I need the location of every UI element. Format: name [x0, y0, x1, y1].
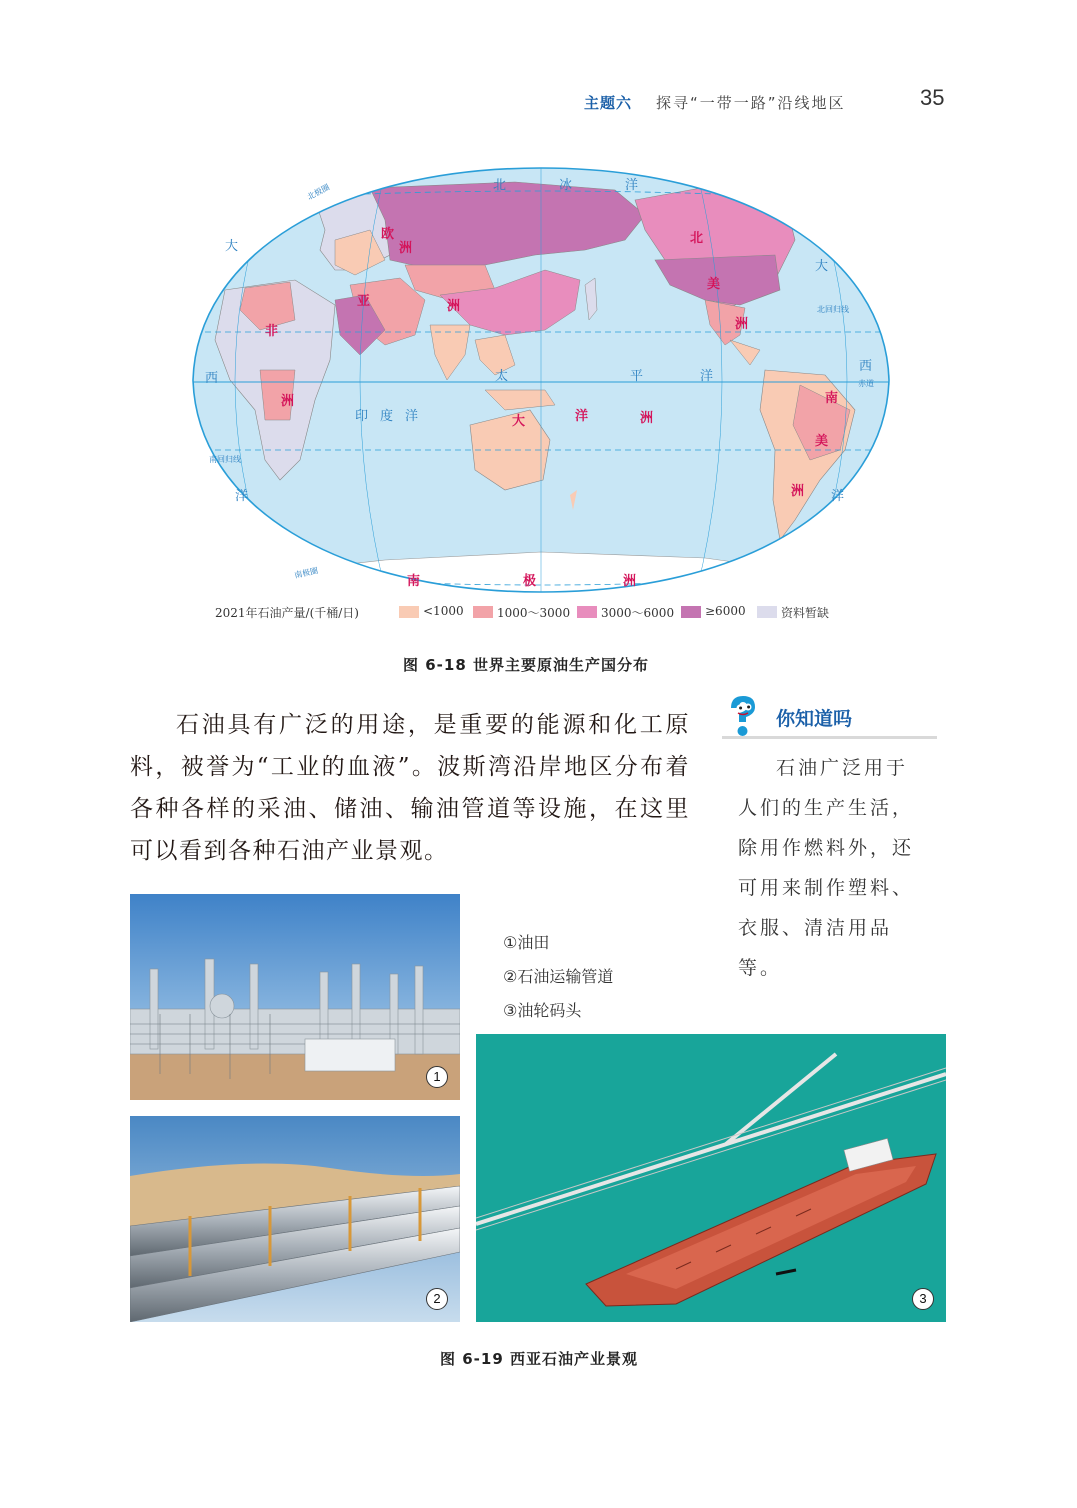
label-africa-2: 洲	[281, 394, 295, 409]
world-map-svg	[185, 160, 897, 600]
label-tropic-cancer: 北回归线	[817, 305, 849, 314]
label-antarctica-3: 洲	[623, 574, 637, 589]
legend-label-4: ≥6000	[705, 604, 746, 618]
label-arctic-1: 北	[493, 178, 507, 193]
label-africa-1: 非	[265, 324, 279, 339]
header-title: 探寻“一带一路”沿线地区	[656, 94, 846, 112]
label-atlantic-l1: 大	[225, 239, 239, 254]
label-asia-1: 亚	[357, 294, 371, 309]
header-theme: 主题六	[584, 94, 633, 112]
photo-list-item-2: ②石油运输管道	[503, 967, 614, 986]
legend-label-2: 1000～3000	[497, 606, 571, 620]
label-atlantic-l2: 西	[205, 371, 219, 386]
label-pacific-2: 平	[630, 369, 644, 384]
label-sa-3: 洲	[791, 484, 805, 499]
did-you-know-header	[722, 690, 937, 742]
question-mascot-icon	[722, 694, 764, 738]
map-legend	[215, 604, 875, 626]
legend-swatch-2	[473, 606, 493, 618]
label-sa-1: 南	[825, 391, 839, 406]
photo-tanker-terminal	[476, 1034, 946, 1322]
photo-badge-3: 3	[912, 1288, 934, 1310]
legend-swatch-1	[399, 606, 419, 618]
did-you-know-title: 你知道吗	[776, 708, 853, 730]
label-pacific-3: 洋	[700, 369, 714, 384]
label-tropic-capricorn: 南回归线	[209, 455, 241, 464]
photo-pipelines	[130, 1116, 460, 1322]
label-atlantic-r2: 西	[859, 359, 873, 374]
page-number: 35	[920, 85, 945, 110]
photo-badge-2: 2	[426, 1288, 448, 1310]
label-atlantic-r3: 洋	[831, 489, 845, 504]
photo-list-item-3: ③油轮码头	[503, 1001, 582, 1020]
paragraph-text: 石油具有广泛的用途，是重要的能源和化工原料，被誉为“工业的血液”。波斯湾沿岸地区分布着各种各样的采油、储油、输油管道等设施，在这里可以看到各种石油产业景观。	[130, 712, 690, 864]
label-europe-1: 欧	[381, 227, 395, 242]
label-na-2: 美	[707, 277, 721, 292]
legend-swatch-5	[757, 606, 777, 618]
did-you-know-divider	[722, 736, 937, 739]
photo-oil-field	[130, 894, 460, 1100]
legend-label-3: 3000～6000	[601, 606, 675, 620]
label-arctic-2: 冰	[559, 178, 573, 193]
label-asia-2: 洲	[447, 299, 461, 314]
label-equator: 赤道	[858, 379, 874, 388]
legend-label-1: <1000	[423, 604, 464, 618]
body-paragraph	[130, 704, 690, 872]
label-antarctic-circle: 南极圈	[293, 566, 319, 580]
photo-badge-1: 1	[426, 1066, 448, 1088]
label-antarctica-1: 南	[407, 574, 421, 589]
figure-6-19-caption: 图 6-19 西亚石油产业景观	[440, 1350, 638, 1368]
label-na-3: 洲	[735, 317, 749, 332]
label-antarctica-2: 极	[523, 574, 537, 589]
legend-label-5: 资料暂缺	[781, 606, 830, 620]
did-you-know-text: 石油广泛用于人们的生产生活，除用作燃料外，还可用来制作塑料、衣服、清洁用品等。	[738, 757, 915, 979]
did-you-know-body	[738, 748, 928, 988]
legend-title: 2021年石油产量/(千桶/日)	[215, 606, 359, 620]
label-oceania-1: 大	[512, 414, 526, 429]
label-sa-2: 美	[815, 434, 829, 449]
label-indian-ocean: 印度洋	[355, 409, 431, 424]
page-header	[0, 84, 1077, 116]
label-arctic-3: 洋	[625, 178, 639, 193]
label-na-1: 北	[690, 231, 704, 246]
label-europe-2: 洲	[399, 241, 413, 256]
photo-list	[503, 926, 613, 1028]
label-oceania-2: 洋	[575, 409, 589, 424]
label-oceania-3: 洲	[640, 411, 654, 426]
label-pacific-1: 太	[495, 369, 509, 384]
legend-swatch-3	[577, 606, 597, 618]
label-atlantic-l3: 洋	[235, 489, 249, 504]
label-atlantic-r1: 大	[815, 259, 829, 274]
photo-list-item-1: ①油田	[503, 933, 550, 952]
figure-6-18-caption: 图 6-18 世界主要原油生产国分布	[403, 656, 649, 674]
legend-swatch-4	[681, 606, 701, 618]
label-arctic-circle: 北极圈	[305, 182, 332, 202]
world-oil-map	[185, 160, 897, 600]
